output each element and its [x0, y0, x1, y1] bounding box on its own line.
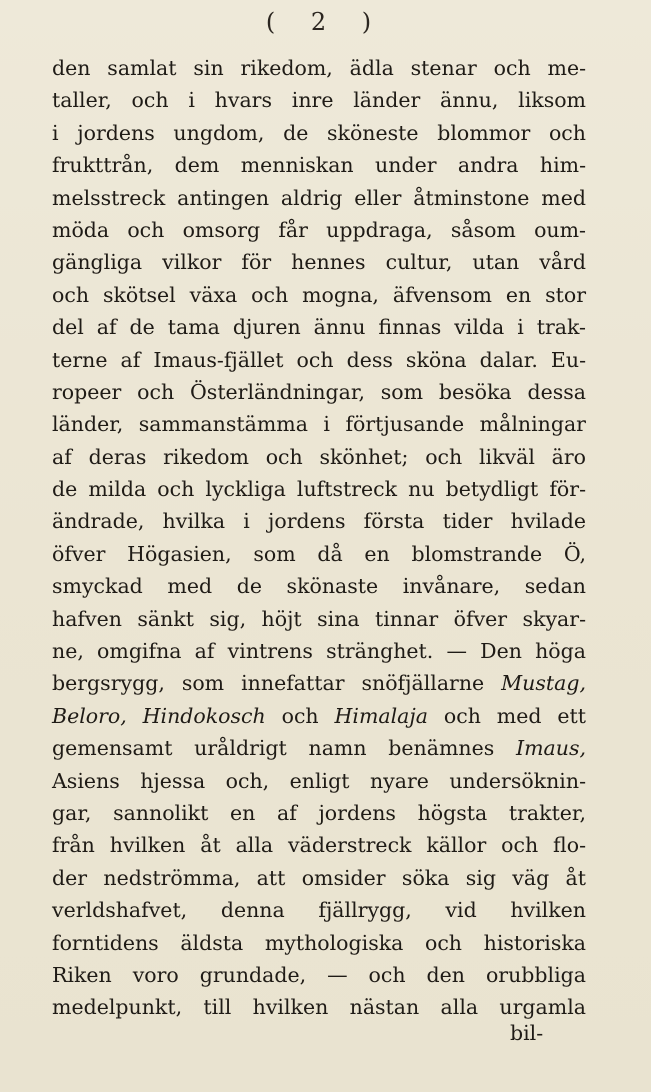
text-line: de milda och lyckliga luftstreck nu betydligt för-	[52, 477, 586, 502]
text-line: der nedströmma, att omsider söka sig väg åt	[52, 865, 586, 890]
text-line: frukttrån, dem menniskan under andra him-	[52, 153, 586, 178]
text-line: medelpunkt, till hvilken nästan alla urgamla	[52, 995, 586, 1020]
catchword: bil-	[510, 1021, 544, 1045]
text-line: öfver Högasien, som då en blomstrande Ö,	[52, 541, 586, 566]
text-line: Asiens hjessa och, enligt nyare undersöknin-	[52, 768, 586, 793]
text-run: och med ett	[427, 703, 586, 728]
body-text	[52, 52, 586, 1024]
text-line: länder, sammanstämma i förtjusande målningar	[52, 412, 586, 437]
text-line: och skötsel växa och mogna, äfvensom en stor	[52, 282, 586, 307]
text-line: verldshafvet, denna fjällrygg, vid hvilken	[52, 898, 586, 923]
text-run: gemensamt uråldrigt namn benämnes	[52, 736, 516, 761]
italic-place-name: Mustag,	[501, 671, 586, 696]
text-line: af deras rikedom och skönhet; och likväl äro	[52, 444, 586, 469]
italic-place-name: Imaus,	[516, 736, 586, 761]
text-run: bergsrygg, som innefattar snöfjällarne	[52, 671, 502, 696]
text-line: Riken voro grundade, — och den orubbliga	[52, 962, 586, 987]
text-line: forntidens äldsta mythologiska och historiska	[52, 930, 586, 955]
text-line-with-italic	[52, 700, 586, 732]
text-line: gängliga vilkor för hennes cultur, utan vård	[52, 250, 586, 275]
text-line: från hvilken åt alla väderstreck källor och flo-	[52, 833, 586, 858]
text-line: melsstreck antingen aldrig eller åtminstone med	[52, 185, 586, 210]
text-run: och	[265, 703, 335, 728]
text-line: del af de tama djuren ännu finnas vilda i trak-	[52, 315, 586, 340]
text-line-with-italic	[52, 667, 586, 699]
text-line: ändrade, hvilka i jordens första tider hvilade	[52, 509, 586, 534]
text-line: ropeer och Österländningar, som besöka dessa	[52, 379, 586, 404]
text-line: taller, och i hvars inre länder ännu, liksom	[52, 88, 586, 113]
italic-place-name: Beloro, Hindokosch	[52, 703, 266, 728]
text-line-with-italic	[52, 732, 586, 764]
page-number: ( 2 )	[265, 8, 386, 36]
text-line: gar, sannolikt en af jordens högsta trakter,	[52, 800, 586, 825]
text-line: hafven sänkt sig, höjt sina tinnar öfver skyar-	[52, 606, 586, 631]
text-line: terne af Imaus-fjället och dess sköna dalar. Eu-	[52, 347, 586, 372]
italic-place-name: Himalaja	[334, 703, 428, 728]
text-line: den samlat sin rikedom, ädla stenar och me-	[52, 56, 586, 80]
text-line: i jordens ungdom, de sköneste blommor och	[52, 120, 586, 145]
text-line: smyckad med de skönaste invånare, sedan	[52, 574, 586, 599]
text-line: ne, omgifna af vintrens stränghet. — Den höga	[52, 639, 586, 664]
text-line: möda och omsorg får uppdraga, såsom oum-	[52, 217, 586, 242]
